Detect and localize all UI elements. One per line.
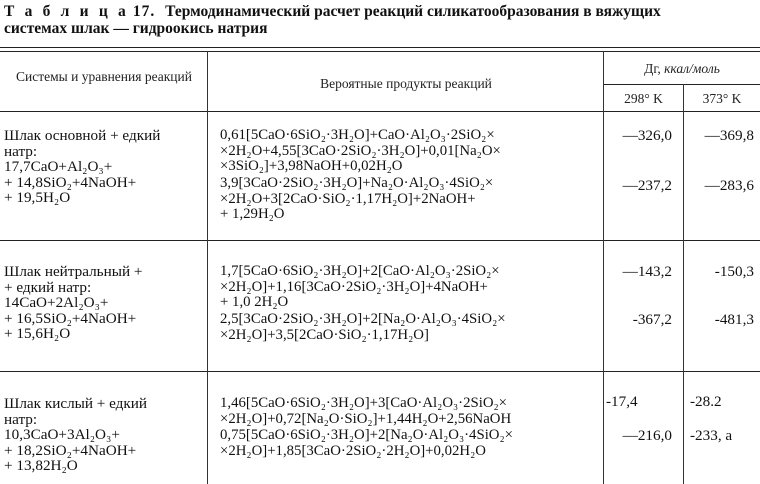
system-line: натр: bbox=[4, 410, 38, 428]
column-rule-2 bbox=[603, 51, 604, 484]
product-line: 2,5[3CaO·2SiO₂·3H₂O]+2[Na₂O·Al₂O₃·4SiO₂× bbox=[220, 311, 506, 327]
system-cell bbox=[4, 128, 160, 206]
value-298: —237,2 bbox=[622, 177, 672, 194]
system-line: Шлак кислый + едкий bbox=[4, 395, 148, 412]
system-line: + едкий натр: bbox=[4, 278, 92, 296]
system-cell bbox=[4, 264, 142, 342]
products-cell bbox=[220, 428, 513, 459]
product-line: + 1,0 2H₂O bbox=[220, 294, 289, 310]
system-line: 10,3CaO+3Al₂O₃+ bbox=[4, 426, 120, 443]
product-line: 1,46[5CaO·6SiO₂·3H₂O]+3[CaO·Al₂O₃·2SiO₂× bbox=[220, 395, 508, 411]
product-line: ×2H₂O]+3,5[2CaO·SiO₂·1,17H₂O] bbox=[220, 326, 429, 343]
header-temp-373: 373° K bbox=[702, 91, 742, 106]
value-298: —143,2 bbox=[622, 263, 672, 280]
value-373: -233, а bbox=[690, 427, 733, 444]
header-energy-unit: ккал/моль bbox=[664, 61, 720, 76]
header-sub-rule bbox=[603, 84, 760, 85]
system-line: + 15,6H₂O bbox=[4, 325, 71, 342]
system-line: + 16,5SiO₂+4NaOH+ bbox=[4, 309, 137, 327]
products-cell bbox=[220, 176, 493, 223]
system-line: + 19,5H₂O bbox=[4, 189, 71, 206]
system-line: 14CaO+2Al₂O₃+ bbox=[4, 294, 109, 311]
caption-title-line1: Термодинамический расчет реакций силикатообразования в вяжущих bbox=[165, 3, 661, 20]
product-line: 0,61[5CaO·6SiO₂·3H₂O]+CaO·Al₂O₃·2SiO₂× bbox=[220, 127, 495, 143]
products-cell bbox=[220, 396, 511, 427]
column-rule-3 bbox=[683, 84, 684, 484]
value-298: -17,4 bbox=[606, 393, 638, 410]
caption-number: 17. bbox=[132, 3, 156, 20]
product-line: 1,7[5CaO·6SiO₂·3H₂O]+2[CaO·Al₂O₃·2SiO₂× bbox=[220, 263, 500, 279]
value-373: -481,3 bbox=[714, 311, 754, 328]
table-caption bbox=[4, 3, 754, 37]
table-top-rule bbox=[0, 47, 760, 48]
value-373: -150,3 bbox=[714, 263, 754, 280]
system-line: + 18,2SiO₂+4NaOH+ bbox=[4, 441, 137, 459]
system-line: + 14,8SiO₂+4NaOH+ bbox=[4, 173, 137, 191]
row-divider-1 bbox=[0, 240, 760, 241]
product-line: ×2H₂O+4,55[3CaO·2SiO₂·3H₂O]+0,01[Na₂O× bbox=[220, 142, 501, 159]
system-cell bbox=[4, 396, 147, 474]
table-top-rule-inner bbox=[0, 51, 760, 52]
value-373: -28.2 bbox=[690, 393, 722, 410]
product-line: ×3SiO₂]+3,98NaOH+0,02H₂O bbox=[220, 158, 403, 174]
value-373: —369,8 bbox=[704, 127, 754, 144]
header-temp-298: 298° K bbox=[624, 91, 663, 106]
system-line: Шлак нейтральный + bbox=[4, 263, 143, 280]
header-bottom-rule bbox=[0, 111, 760, 112]
value-298: —216,0 bbox=[622, 427, 672, 444]
header-systems: Системы и уравнения реакций bbox=[16, 69, 192, 84]
products-cell bbox=[220, 128, 501, 175]
system-line: натр: bbox=[4, 142, 38, 160]
value-298: -367,2 bbox=[632, 311, 672, 328]
product-line: ×2H₂O]+1,16[3CaO·2SiO₂·3H₂O]+4NaOH+ bbox=[220, 278, 488, 295]
header-products: Вероятные продукты реакций bbox=[320, 76, 492, 91]
product-line: ×2H₂O+3[2CaO·SiO₂·1,17H₂O]+2NaOH+ bbox=[220, 190, 476, 207]
caption-title-line2: системах шлак — гидроокись натрия bbox=[4, 20, 268, 37]
product-line: 3,9[3CaO·2SiO₂·3H₂O]+Na₂O·Al₂O₃·4SiO₂× bbox=[220, 175, 494, 191]
system-line: Шлак основной + едкий bbox=[4, 127, 161, 144]
value-373: —283,6 bbox=[704, 177, 754, 194]
product-line: + 1,29H₂O bbox=[220, 206, 285, 222]
header-energy bbox=[604, 62, 760, 76]
product-line: ×2H₂O]+1,85[3CaO·2SiO₂·2H₂O]+0,02H₂O bbox=[220, 442, 486, 459]
value-298: —326,0 bbox=[622, 127, 672, 144]
system-line: + 13,82H₂O bbox=[4, 457, 78, 474]
column-rule-1 bbox=[207, 51, 208, 484]
product-line: 0,75[5CaO·6SiO₂·3H₂O]+2[Na₂O·Al₂O₃·4SiO₂× bbox=[220, 427, 513, 443]
product-line: ×2H₂O]+0,72[Na₂O·SiO₂]+1,44H₂O+2,56NaOH bbox=[220, 410, 512, 427]
caption-label: Т а б л и ц а bbox=[4, 3, 129, 20]
row-divider-2 bbox=[0, 371, 760, 372]
system-line: 17,7CaO+Al₂O₃+ bbox=[4, 158, 113, 175]
header-energy-symbol: Дг, bbox=[644, 61, 661, 76]
products-cell bbox=[220, 312, 506, 343]
products-cell bbox=[220, 264, 500, 311]
